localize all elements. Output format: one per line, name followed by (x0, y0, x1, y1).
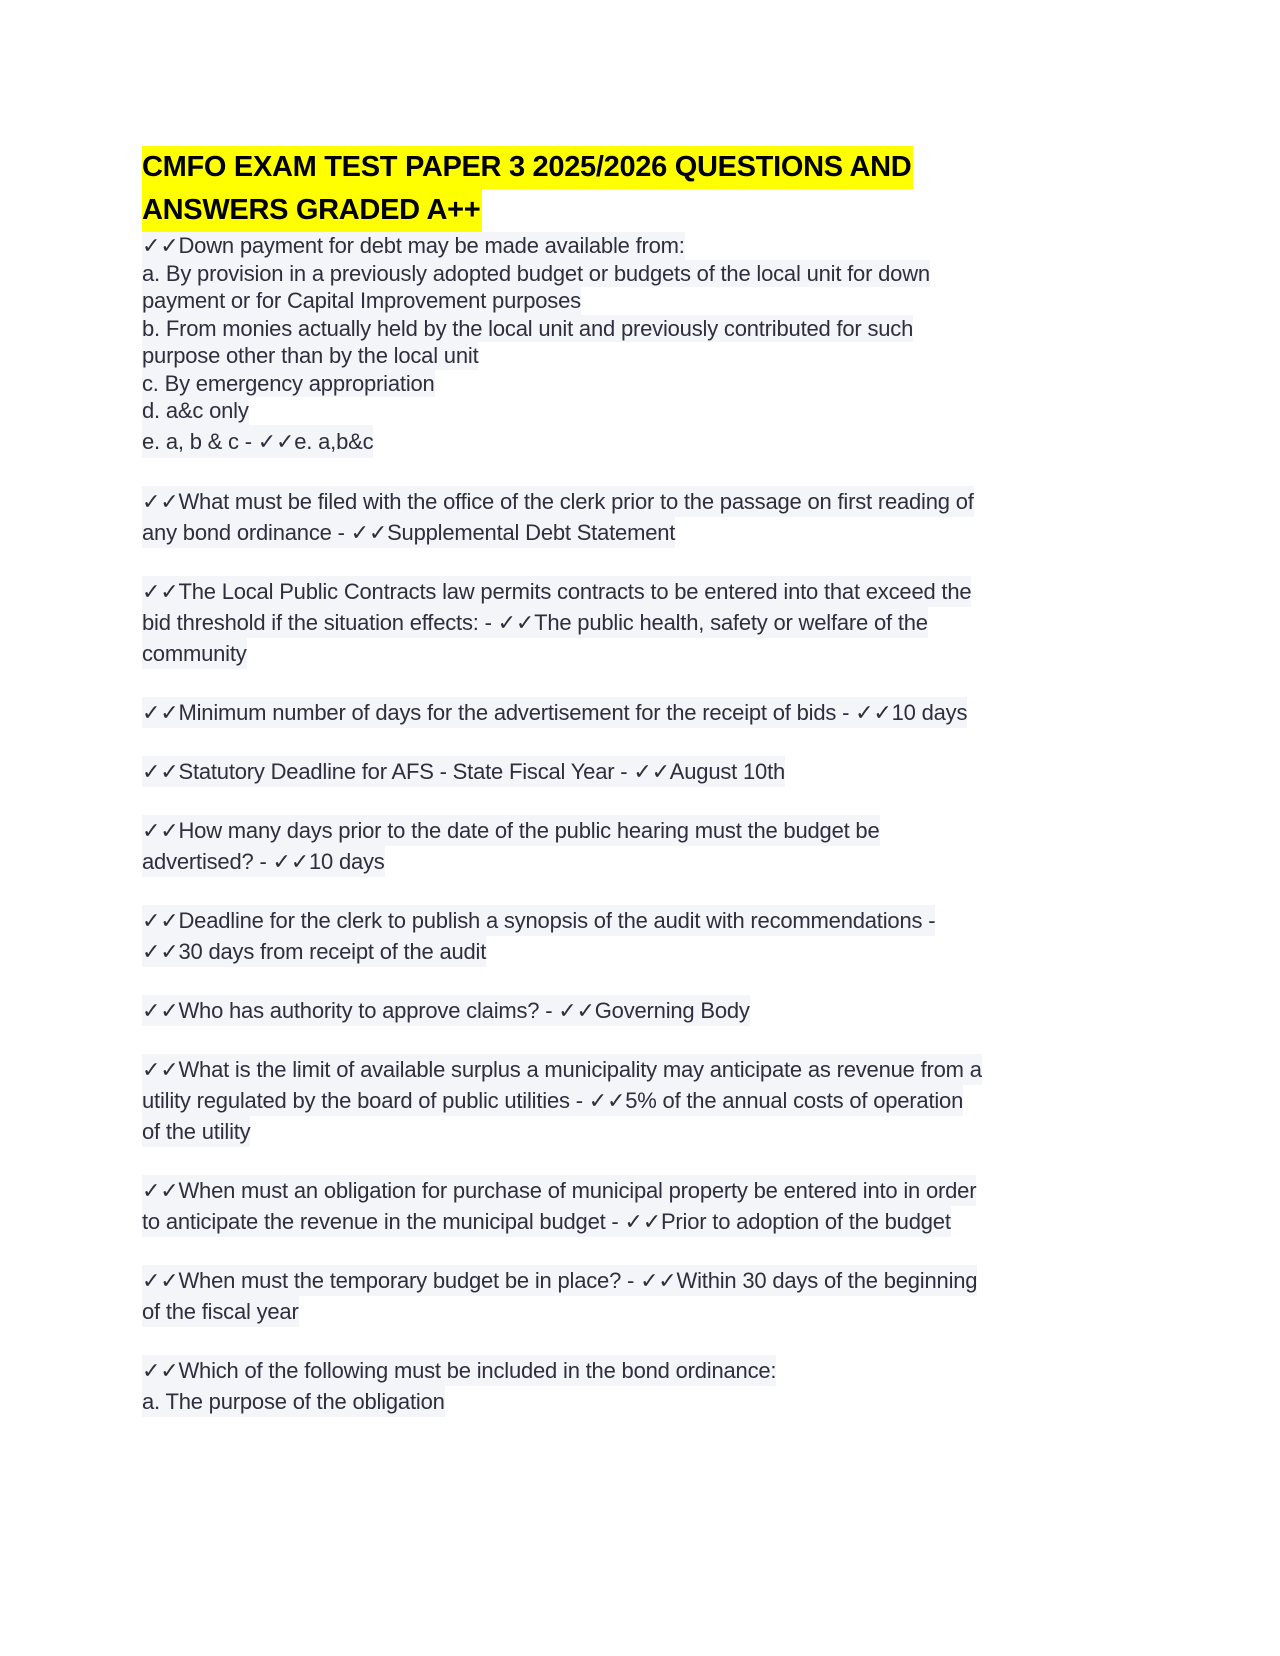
text-line: ✓✓30 days from receipt of the audit (142, 936, 486, 967)
document-page (142, 146, 1142, 1417)
text-line: purpose other than by the local unit (142, 343, 479, 368)
text-line: payment or for Capital Improvement purposes (142, 288, 581, 313)
text-line: c. By emergency appropriation (142, 370, 435, 396)
question-item (142, 1355, 1142, 1417)
question-item (142, 756, 1142, 787)
question-item (142, 1175, 1142, 1237)
text-line: of the fiscal year (142, 1296, 299, 1327)
question-item (142, 576, 1142, 669)
question-item (142, 1265, 1142, 1327)
question-list (142, 232, 1142, 1417)
text-line: bid threshold if the situation effects: - ✓✓The public health, safety or welfare of the (142, 607, 928, 638)
text-line: b. From monies actually held by the local unit and previously contributed for such (142, 315, 914, 341)
question-item (142, 995, 1142, 1026)
text-line: a. By provision in a previously adopted budget or budgets of the local unit for down (142, 260, 930, 286)
text-line: any bond ordinance - ✓✓Supplemental Debt Statement (142, 517, 675, 548)
text-line: ✓✓Down payment for debt may be made available from: (142, 233, 685, 258)
text-line: ✓✓When must an obligation for purchase of municipal property be entered into in order (142, 1175, 976, 1206)
text-line: a. The purpose of the obligation (142, 1386, 445, 1417)
text-line: community (142, 638, 247, 669)
text-line: ✓✓When must the temporary budget be in place? - ✓✓Within 30 days of the beginning (142, 1265, 977, 1296)
text-line: ✓✓What must be filed with the office of the clerk prior to the passage on first reading of (142, 486, 974, 517)
question-item (142, 1054, 1142, 1147)
text-line: ✓✓Who has authority to approve claims? - ✓✓Governing Body (142, 995, 750, 1026)
text-line: ✓✓What is the limit of available surplus a municipality may anticipate as revenue from a (142, 1054, 982, 1085)
text-line: of the utility (142, 1116, 250, 1147)
text-line: ✓✓Deadline for the clerk to publish a synopsis of the audit with recommendations - (142, 905, 935, 936)
question-item (142, 486, 1142, 548)
text-line: ✓✓Minimum number of days for the advertisement for the receipt of bids - ✓✓10 days (142, 697, 967, 728)
document-title (142, 146, 1142, 232)
question-item (142, 905, 1142, 967)
title-line: ANSWERS GRADED A++ (142, 189, 482, 232)
text-line: advertised? - ✓✓10 days (142, 846, 385, 877)
text-line: ✓✓How many days prior to the date of the public hearing must the budget be (142, 815, 880, 846)
text-line: utility regulated by the board of public utilities - ✓✓5% of the annual costs of operation (142, 1085, 963, 1116)
text-line: e. a, b & c - ✓✓e. a,b&c (142, 425, 373, 458)
title-line: CMFO EXAM TEST PAPER 3 2025/2026 QUESTIONS AND (142, 146, 913, 189)
text-line: d. a&c only (142, 398, 249, 423)
text-line: ✓✓Which of the following must be included in the bond ordinance: (142, 1355, 776, 1386)
question-item (142, 232, 1142, 458)
text-line: ✓✓The Local Public Contracts law permits contracts to be entered into that exceed the (142, 576, 971, 607)
text-line: ✓✓Statutory Deadline for AFS - State Fiscal Year - ✓✓August 10th (142, 756, 785, 787)
question-item (142, 697, 1142, 728)
text-line: to anticipate the revenue in the municipal budget - ✓✓Prior to adoption of the budget (142, 1206, 951, 1237)
question-item (142, 815, 1142, 877)
